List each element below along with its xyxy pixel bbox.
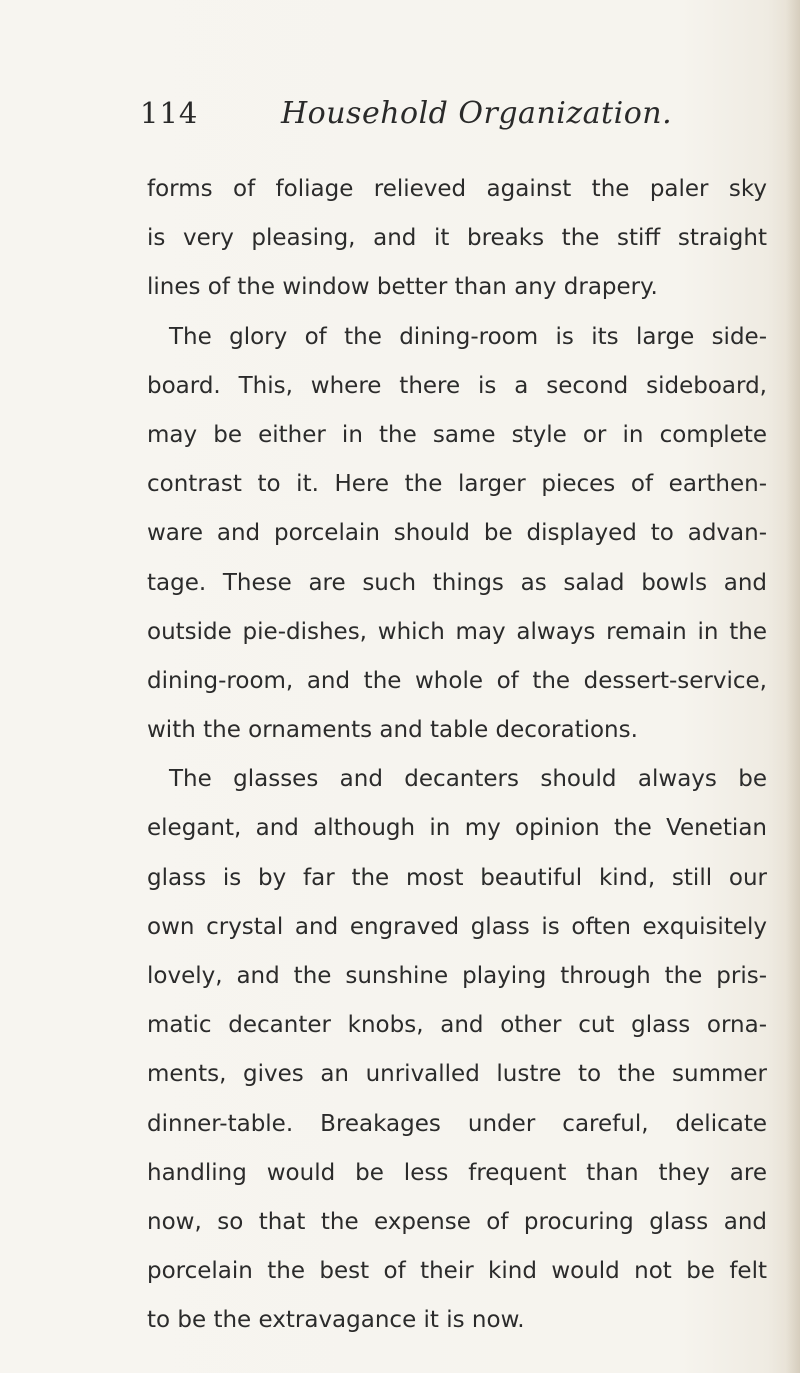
- text-line: porcelain the best of their kind would not be felt: [147, 1258, 767, 1285]
- text-line: outside pie-dishes, which may always remain in the: [147, 618, 767, 645]
- text-line: own crystal and engraved glass is often exquisitely: [147, 913, 767, 940]
- text-line: dinner-table. Breakages under careful, delicate: [147, 1110, 767, 1137]
- text-line: dining-room, and the whole of the dessert-service,: [147, 667, 767, 694]
- text-line: lines of the window better than any drapery.: [147, 274, 658, 301]
- text-line: matic decanter knobs, and other cut glass orna-: [147, 1012, 767, 1039]
- running-head: [140, 96, 780, 156]
- text-line: may be either in the same style or in complete: [147, 421, 767, 448]
- text-line: is very pleasing, and it breaks the stiff straight: [147, 225, 767, 252]
- text-line: to be the extravagance it is now.: [147, 1307, 525, 1334]
- text-line: ments, gives an unrivalled lustre to the summer: [147, 1061, 767, 1088]
- text-line: The glory of the dining-room is its large side-: [169, 323, 767, 350]
- text-line: forms of foliage relieved against the paler sky: [147, 176, 767, 202]
- body-text: [147, 165, 767, 1346]
- text-line: lovely, and the sunshine playing through the pris-: [147, 963, 767, 989]
- text-line: now, so that the expense of procuring glass and: [147, 1208, 767, 1235]
- text-line: board. This, where there is a second sideboard,: [147, 372, 767, 399]
- text-line: with the ornaments and table decorations.: [147, 717, 638, 744]
- page-edge-shadow: [786, 0, 800, 1373]
- text-line: glass is by far the most beautiful kind, still our: [147, 864, 767, 891]
- running-title: Household Organization.: [281, 96, 673, 131]
- page-number: 114: [140, 96, 199, 130]
- text-line: tage. These are such things as salad bowls and: [147, 569, 767, 596]
- text-line: ware and porcelain should be displayed to advan-: [147, 520, 767, 547]
- text-line: elegant, and although in my opinion the Venetian: [147, 815, 767, 842]
- text-line: contrast to it. Here the larger pieces of earthen-: [147, 471, 767, 498]
- text-line: handling would be less frequent than they are: [147, 1159, 767, 1186]
- text-line: The glasses and decanters should always be: [169, 766, 767, 793]
